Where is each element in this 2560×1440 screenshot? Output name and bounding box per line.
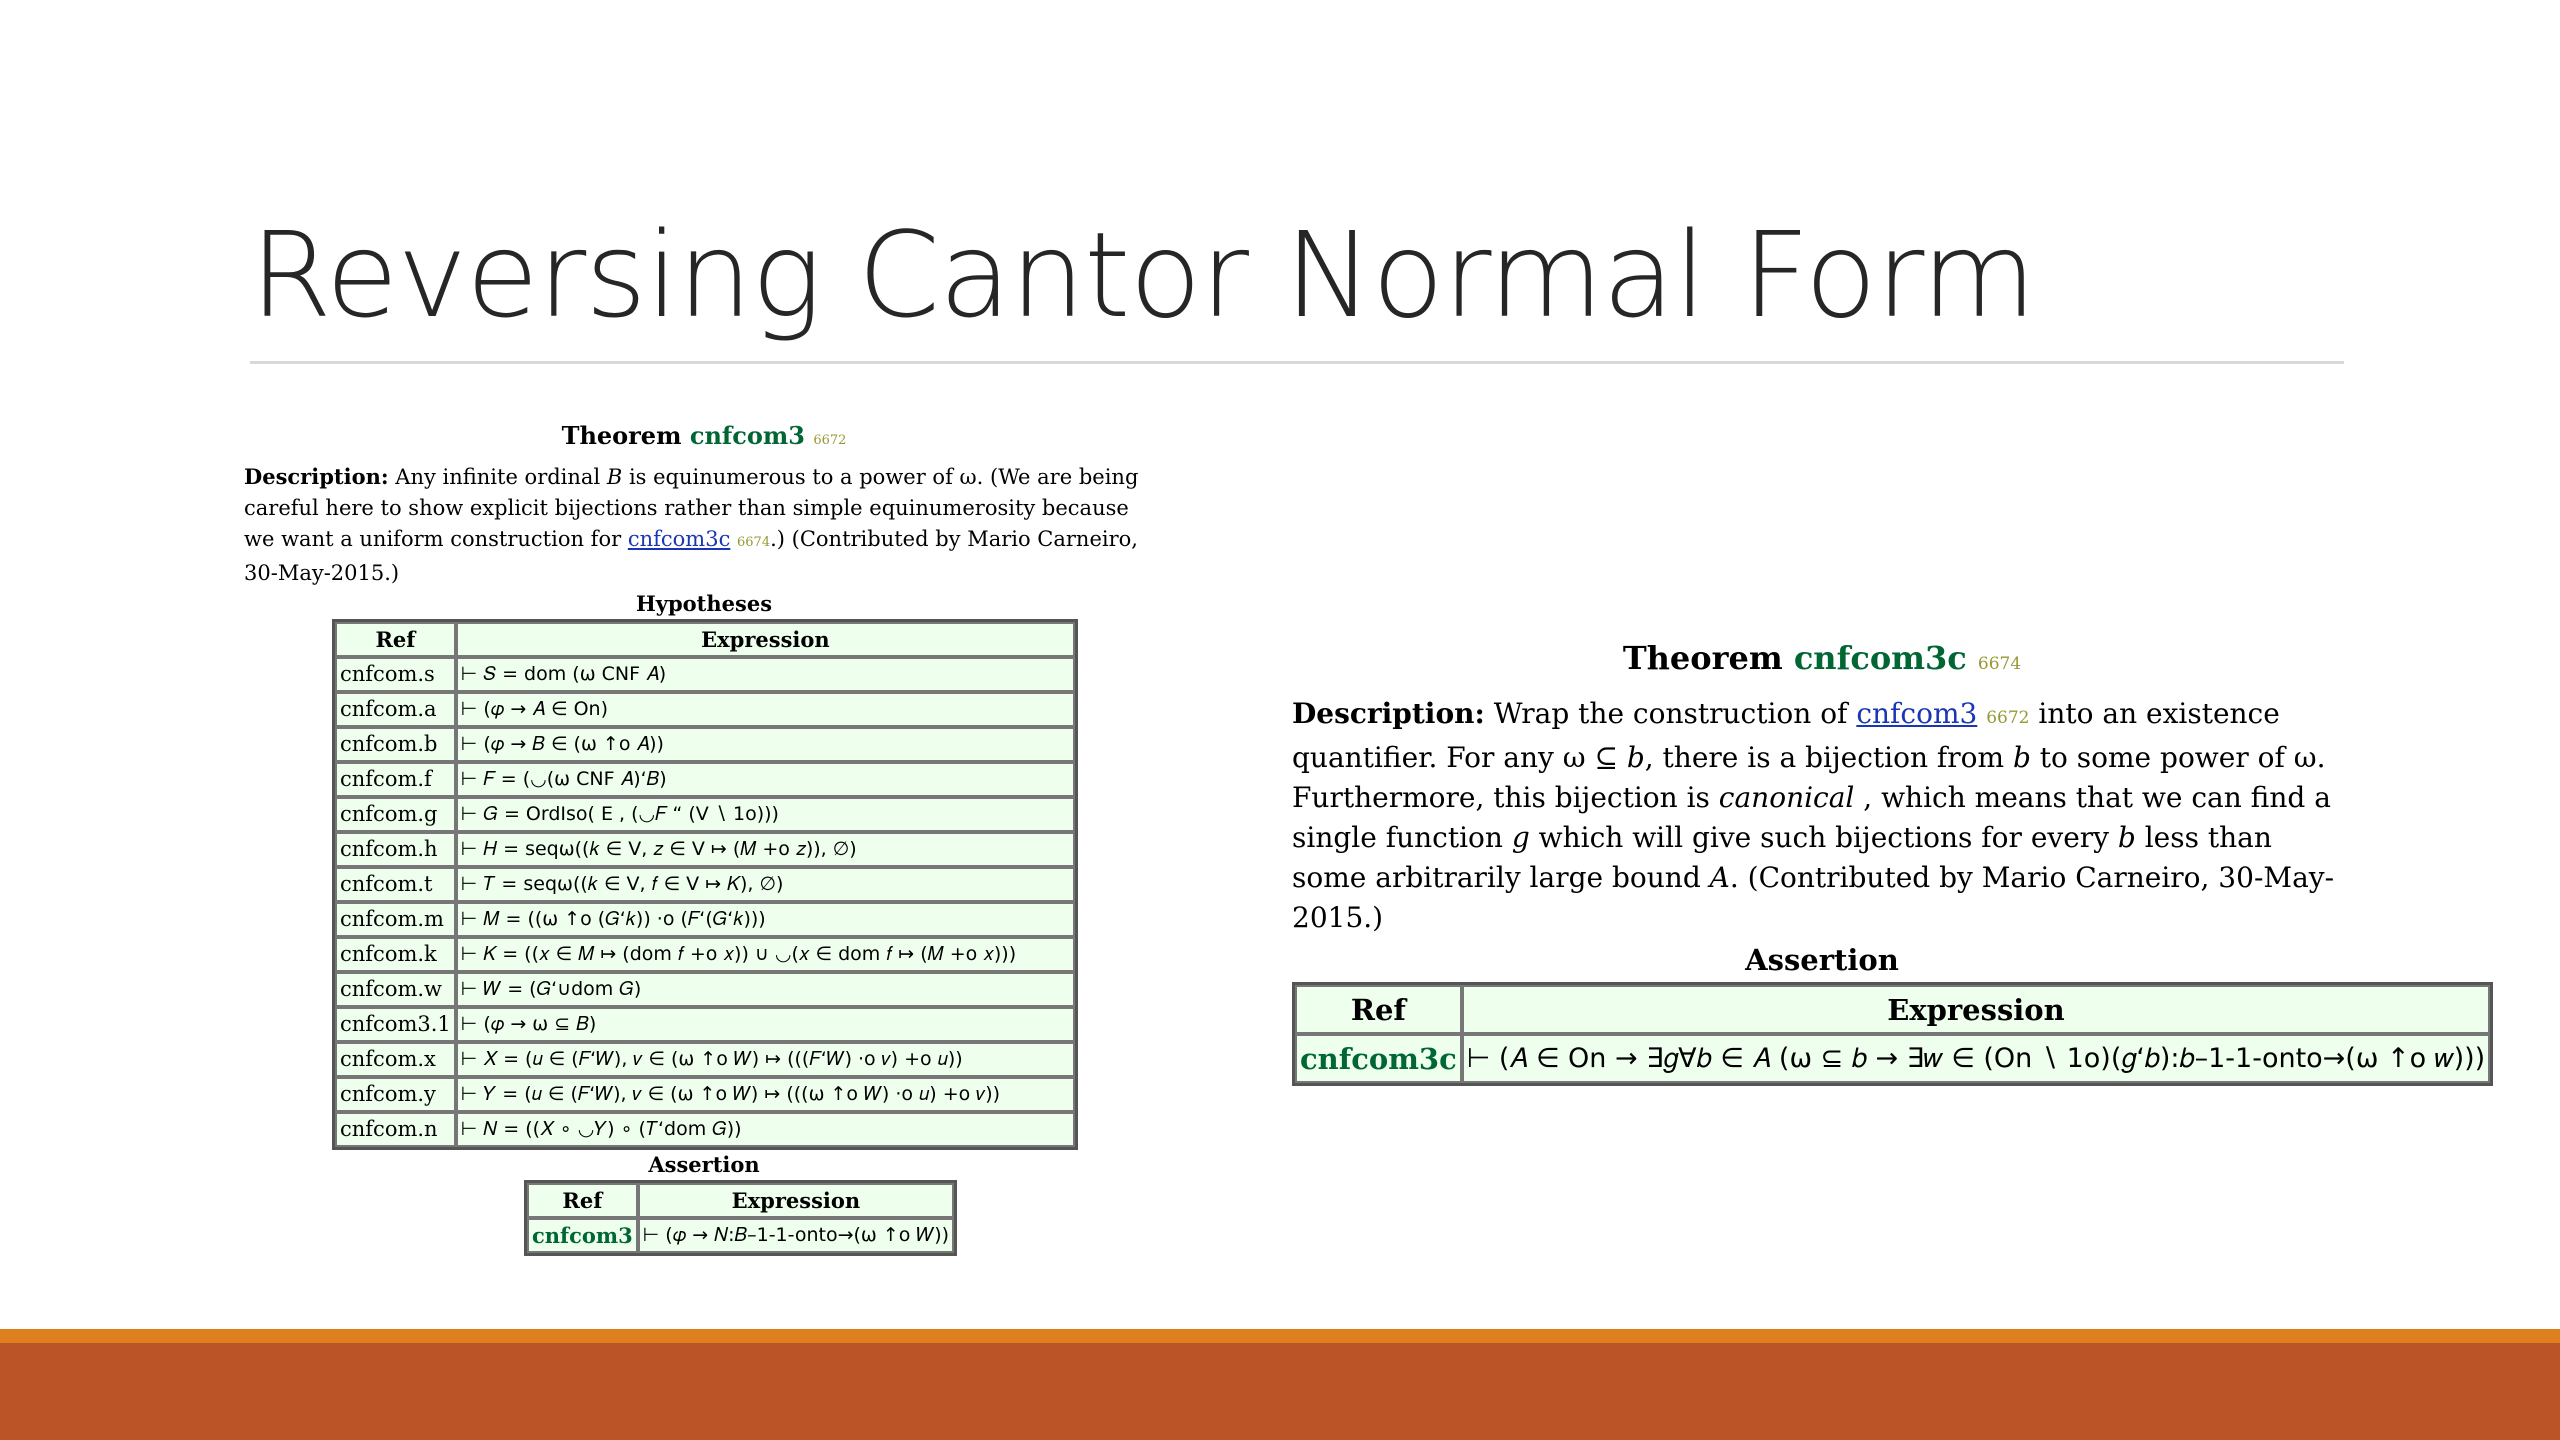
table-row (335, 692, 1075, 727)
hypothesis-ref[interactable]: cnfcom.h (335, 832, 456, 867)
left-assertion-header-row (527, 1183, 954, 1218)
left-desc-label: Description: (244, 464, 389, 489)
table-row (335, 902, 1075, 937)
right-theorem-heading (1292, 632, 2352, 690)
hypothesis-ref[interactable]: cnfcom.x (335, 1042, 456, 1077)
hypothesis-ref[interactable]: cnfcom.m (335, 902, 456, 937)
hypothesis-ref[interactable]: cnfcom.k (335, 937, 456, 972)
hypothesis-expression: ⊢ (𝜑 → 𝐵 ∈ (ω ↑o 𝐴)) (456, 727, 1075, 762)
table-row (335, 867, 1075, 902)
left-desc-text-1: Any infinite ordinal 𝐵 is equinumerous to a power of ω. (We are being careful here to show explicit bijections rather than simple equinumerosity because we want a uniform construction for (244, 465, 1139, 551)
right-desc-text-2: into an existence quantifier. For any ω ⊆ 𝑏, there is a bijection from 𝑏 to some power of ω. Furthermore, this bijection is (1292, 697, 2326, 814)
table-row (335, 727, 1075, 762)
hypotheses-table (332, 619, 1078, 1150)
table-row (335, 937, 1075, 972)
title-divider (250, 361, 2344, 364)
left-hypotheses-heading: Hypotheses (635, 591, 773, 616)
hypothesis-expression: ⊢ 𝑊 = (𝐺‘∪dom 𝐺) (456, 972, 1075, 1007)
table-row (335, 1007, 1075, 1042)
hypothesis-ref[interactable]: cnfcom.b (335, 727, 456, 762)
hypotheses-body (335, 657, 1075, 1147)
left-theorem-heading (244, 418, 1164, 459)
hypothesis-ref[interactable]: cnfcom.y (335, 1077, 456, 1112)
col-header-expression: Expression (456, 622, 1075, 657)
hypothesis-ref[interactable]: cnfcom.f (335, 762, 456, 797)
assertion-expression: ⊢ (𝐴 ∈ On → ∃𝑔∀𝑏 ∈ 𝐴 (ω ⊆ 𝑏 → ∃𝑤 ∈ (On ∖ 1o)(𝑔‘𝑏):𝑏–1-1-onto→(ω ↑o 𝑤))) (1462, 1034, 2490, 1083)
col-header-expression: Expression (638, 1183, 954, 1218)
assertion-ref[interactable]: cnfcom3c (1295, 1034, 1462, 1083)
hypotheses-header-row (335, 622, 1075, 657)
table-row (1295, 1034, 2490, 1083)
left-theorem-number: 6672 (813, 433, 847, 448)
left-theorem-panel (244, 418, 1164, 1256)
footer-accent-bar (0, 1329, 2560, 1343)
hypothesis-expression: ⊢ 𝑆 = dom (ω CNF 𝐴) (456, 657, 1075, 692)
hypothesis-ref[interactable]: cnfcom.w (335, 972, 456, 1007)
table-row (335, 1112, 1075, 1147)
hypothesis-expression: ⊢ 𝑇 = seqω((𝑘 ∈ V, 𝑓 ∈ V ↦ 𝐾), ∅) (456, 867, 1075, 902)
table-row (335, 657, 1075, 692)
table-row (335, 972, 1075, 1007)
right-desc-italic: canonical (1718, 781, 1855, 814)
hypothesis-expression: ⊢ 𝑌 = (𝑢 ∈ (𝐹‘𝑊), 𝑣 ∈ (ω ↑o 𝑊) ↦ (((ω ↑o 𝑊) ·o 𝑢) +o 𝑣)) (456, 1077, 1075, 1112)
left-desc-link[interactable]: cnfcom3c (627, 527, 731, 551)
right-theorem-label: Theorem (1622, 639, 1783, 677)
right-desc-link-number: 6672 (1986, 708, 2030, 728)
table-row (335, 1042, 1075, 1077)
right-theorem-panel (1292, 632, 2486, 1086)
hypothesis-expression: ⊢ 𝑋 = (𝑢 ∈ (𝐹‘𝑊), 𝑣 ∈ (ω ↑o 𝑊) ↦ (((𝐹‘𝑊) ·o 𝑣) +o 𝑢)) (456, 1042, 1075, 1077)
right-desc-text-1: Wrap the construction of (1484, 697, 1857, 730)
hypothesis-expression: ⊢ 𝑁 = ((𝑋 ∘ ◡𝑌) ∘ (𝑇‘dom 𝐺)) (456, 1112, 1075, 1147)
right-theorem-name: cnfcom3c (1793, 639, 1967, 677)
table-row (335, 1077, 1075, 1112)
hypothesis-expression: ⊢ 𝐹 = (◡(ω CNF 𝐴)‘𝐵) (456, 762, 1075, 797)
right-desc-text-3: , which means that we can find a single function 𝑔 which will give such bijections for every 𝑏 less than some arbitrarily large bound 𝐴. (Contributed by Mario Carneiro, 30-May-2015.) (1292, 781, 2335, 934)
right-theorem-number: 6674 (1977, 654, 2022, 674)
hypothesis-ref[interactable]: cnfcom.n (335, 1112, 456, 1147)
left-theorem-label: Theorem (561, 421, 682, 450)
left-assertion-heading: Assertion (648, 1152, 760, 1177)
right-assertion-header-row (1295, 985, 2490, 1034)
table-row (335, 797, 1075, 832)
right-desc-link[interactable]: cnfcom3 (1856, 697, 1978, 730)
right-description (1292, 694, 2352, 938)
hypothesis-expression: ⊢ 𝑀 = ((ω ↑o (𝐺‘𝑘)) ·o (𝐹‘(𝐺‘𝑘))) (456, 902, 1075, 937)
table-row (335, 762, 1075, 797)
hypothesis-ref[interactable]: cnfcom.s (335, 657, 456, 692)
hypothesis-expression: ⊢ (𝜑 → ω ⊆ 𝐵) (456, 1007, 1075, 1042)
hypothesis-expression: ⊢ 𝐻 = seqω((𝑘 ∈ V, 𝑧 ∈ V ↦ (𝑀 +o 𝑧)), ∅) (456, 832, 1075, 867)
footer-bar (0, 1343, 2560, 1440)
slide-title: Reversing Cantor Normal Form (250, 206, 2036, 344)
hypothesis-ref[interactable]: cnfcom.a (335, 692, 456, 727)
right-assertion-table (1292, 982, 2493, 1086)
table-row (527, 1218, 954, 1253)
hypothesis-expression: ⊢ 𝐺 = OrdIso( E , (◡𝐹 “ (V ∖ 1o))) (456, 797, 1075, 832)
left-description (244, 461, 1164, 589)
left-desc-link-number: 6674 (737, 535, 771, 550)
col-header-ref: Ref (335, 622, 456, 657)
hypothesis-ref[interactable]: cnfcom3.1 (335, 1007, 456, 1042)
right-assertion-heading: Assertion (1745, 943, 1899, 977)
right-desc-label: Description: (1292, 697, 1485, 730)
table-row (335, 832, 1075, 867)
left-theorem-name: cnfcom3 (689, 421, 805, 450)
col-header-ref: Ref (527, 1183, 638, 1218)
assertion-ref[interactable]: cnfcom3 (527, 1218, 638, 1253)
hypothesis-ref[interactable]: cnfcom.t (335, 867, 456, 902)
left-assertion-table (524, 1180, 957, 1256)
hypothesis-expression: ⊢ 𝐾 = ((𝑥 ∈ 𝑀 ↦ (dom 𝑓 +o 𝑥)) ∪ ◡(𝑥 ∈ dom 𝑓 ↦ (𝑀 +o 𝑥))) (456, 937, 1075, 972)
assertion-expression: ⊢ (𝜑 → 𝑁:𝐵–1-1-onto→(ω ↑o 𝑊)) (638, 1218, 954, 1253)
hypothesis-ref[interactable]: cnfcom.g (335, 797, 456, 832)
col-header-expression: Expression (1462, 985, 2490, 1034)
hypothesis-expression: ⊢ (𝜑 → 𝐴 ∈ On) (456, 692, 1075, 727)
left-desc-text-2: .) (Contributed by Mario Carneiro, 30-May-2015.) (244, 527, 1138, 585)
col-header-ref: Ref (1295, 985, 1462, 1034)
